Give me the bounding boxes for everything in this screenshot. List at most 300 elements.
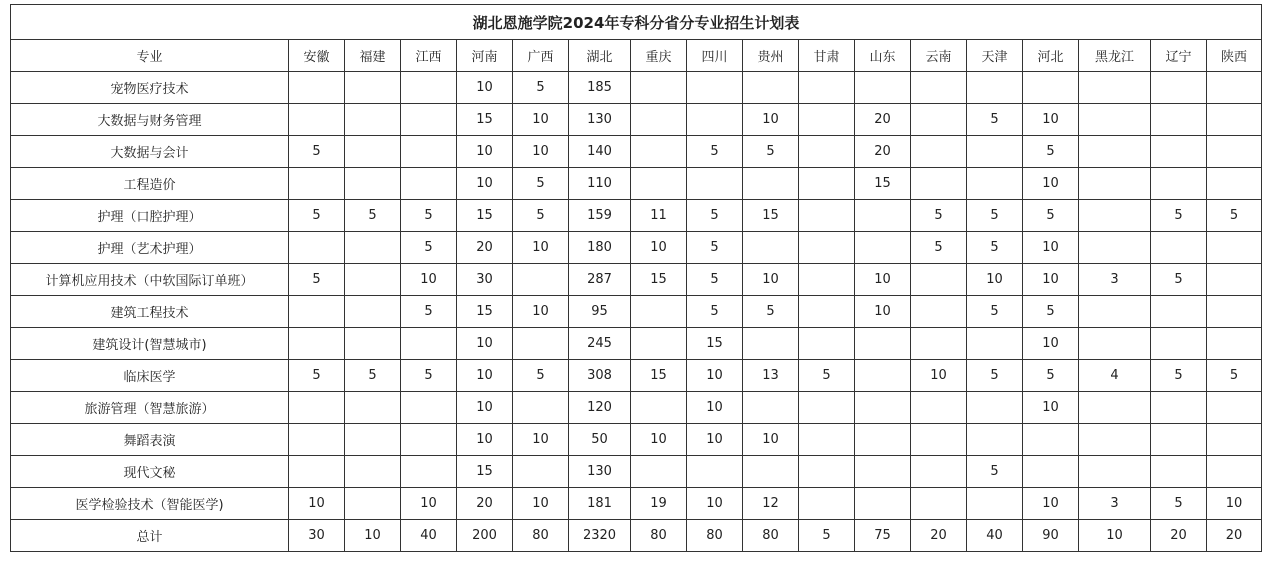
quota-cell: 15 — [457, 296, 513, 328]
quota-cell — [631, 136, 687, 168]
quota-cell — [855, 456, 911, 488]
quota-cell: 5 — [289, 264, 345, 296]
quota-cell — [289, 168, 345, 200]
quota-cell: 5 — [1207, 200, 1262, 232]
quota-cell — [289, 104, 345, 136]
quota-cell: 10 — [1023, 488, 1079, 520]
quota-cell: 5 — [687, 136, 743, 168]
major-name-cell: 大数据与会计 — [11, 136, 289, 168]
quota-cell — [1079, 328, 1151, 360]
quota-cell — [631, 456, 687, 488]
quota-cell: 10 — [911, 360, 967, 392]
quota-cell: 15 — [631, 360, 687, 392]
quota-cell — [1151, 296, 1207, 328]
quota-cell — [967, 328, 1023, 360]
quota-cell — [289, 296, 345, 328]
quota-cell — [1079, 456, 1151, 488]
quota-cell: 245 — [569, 328, 631, 360]
quota-cell: 15 — [855, 168, 911, 200]
quota-cell: 20 — [457, 488, 513, 520]
quota-cell: 5 — [967, 200, 1023, 232]
column-header-province: 陕西 — [1207, 40, 1262, 72]
quota-cell — [967, 424, 1023, 456]
quota-cell: 10 — [513, 488, 569, 520]
quota-cell — [911, 168, 967, 200]
quota-cell — [345, 392, 401, 424]
quota-cell: 5 — [1151, 360, 1207, 392]
table-row — [11, 264, 1262, 296]
quota-cell: 5 — [1023, 360, 1079, 392]
quota-cell — [401, 104, 457, 136]
quota-cell: 10 — [687, 360, 743, 392]
quota-cell — [743, 392, 799, 424]
quota-cell — [855, 392, 911, 424]
quota-cell — [1151, 424, 1207, 456]
table-row — [11, 488, 1262, 520]
quota-cell: 180 — [569, 232, 631, 264]
quota-cell — [799, 456, 855, 488]
quota-cell: 5 — [687, 232, 743, 264]
quota-cell: 10 — [1023, 392, 1079, 424]
table-row — [11, 168, 1262, 200]
quota-cell: 20 — [457, 232, 513, 264]
quota-cell: 30 — [457, 264, 513, 296]
quota-cell: 10 — [743, 264, 799, 296]
quota-cell — [911, 488, 967, 520]
enrollment-plan-table — [10, 4, 1262, 552]
table-row — [11, 104, 1262, 136]
table-row — [11, 328, 1262, 360]
total-row — [11, 520, 1262, 552]
quota-cell: 5 — [911, 232, 967, 264]
quota-cell: 5 — [401, 200, 457, 232]
quota-cell — [289, 392, 345, 424]
quota-cell: 10 — [289, 488, 345, 520]
major-name-cell: 医学检验技术（智能医学) — [11, 488, 289, 520]
quota-cell: 10 — [457, 72, 513, 104]
quota-cell: 5 — [967, 296, 1023, 328]
quota-cell: 5 — [1151, 488, 1207, 520]
quota-cell: 10 — [1023, 264, 1079, 296]
quota-cell: 75 — [855, 520, 911, 552]
quota-cell: 5 — [799, 520, 855, 552]
quota-cell — [631, 168, 687, 200]
column-header-province: 河北 — [1023, 40, 1079, 72]
quota-cell — [911, 328, 967, 360]
quota-cell: 10 — [967, 264, 1023, 296]
quota-cell: 5 — [401, 296, 457, 328]
quota-cell: 5 — [513, 360, 569, 392]
quota-cell: 5 — [967, 104, 1023, 136]
quota-cell: 5 — [289, 136, 345, 168]
quota-cell — [401, 328, 457, 360]
major-name-cell: 护理（口腔护理） — [11, 200, 289, 232]
column-header-province: 安徽 — [289, 40, 345, 72]
quota-cell — [687, 72, 743, 104]
quota-cell: 185 — [569, 72, 631, 104]
quota-cell — [513, 456, 569, 488]
quota-cell — [1207, 104, 1262, 136]
major-name-cell: 总计 — [11, 520, 289, 552]
table-row — [11, 456, 1262, 488]
column-header-province: 山东 — [855, 40, 911, 72]
quota-cell: 140 — [569, 136, 631, 168]
quota-cell — [967, 136, 1023, 168]
quota-cell — [1079, 72, 1151, 104]
quota-cell: 80 — [513, 520, 569, 552]
quota-cell: 10 — [513, 296, 569, 328]
table-row — [11, 360, 1262, 392]
quota-cell: 5 — [289, 200, 345, 232]
quota-cell — [401, 392, 457, 424]
column-header-province: 广西 — [513, 40, 569, 72]
quota-cell: 10 — [457, 136, 513, 168]
quota-cell: 80 — [687, 520, 743, 552]
quota-cell — [1151, 168, 1207, 200]
quota-cell: 130 — [569, 456, 631, 488]
quota-cell — [799, 488, 855, 520]
quota-cell — [911, 296, 967, 328]
quota-cell — [631, 296, 687, 328]
quota-cell — [631, 328, 687, 360]
table-row — [11, 424, 1262, 456]
column-header-province: 湖北 — [569, 40, 631, 72]
quota-cell: 4 — [1079, 360, 1151, 392]
quota-cell — [743, 232, 799, 264]
quota-cell — [855, 360, 911, 392]
quota-cell: 5 — [1023, 200, 1079, 232]
column-header-province: 甘肃 — [799, 40, 855, 72]
quota-cell: 5 — [401, 232, 457, 264]
quota-cell — [1079, 136, 1151, 168]
column-header-province: 四川 — [687, 40, 743, 72]
quota-cell — [345, 232, 401, 264]
quota-cell: 5 — [1151, 264, 1207, 296]
quota-cell — [855, 488, 911, 520]
quota-cell — [1151, 392, 1207, 424]
quota-cell — [799, 264, 855, 296]
quota-cell: 90 — [1023, 520, 1079, 552]
quota-cell: 10 — [687, 392, 743, 424]
quota-cell: 80 — [631, 520, 687, 552]
quota-cell — [799, 168, 855, 200]
quota-cell — [911, 104, 967, 136]
quota-cell — [1079, 296, 1151, 328]
quota-cell — [345, 296, 401, 328]
quota-cell: 159 — [569, 200, 631, 232]
quota-cell — [401, 168, 457, 200]
column-header-province: 河南 — [457, 40, 513, 72]
column-header-province: 云南 — [911, 40, 967, 72]
quota-cell — [799, 232, 855, 264]
major-name-cell: 宠物医疗技术 — [11, 72, 289, 104]
quota-cell — [1079, 392, 1151, 424]
column-header-province: 江西 — [401, 40, 457, 72]
quota-cell — [1023, 72, 1079, 104]
quota-cell — [345, 104, 401, 136]
quota-cell: 10 — [401, 264, 457, 296]
quota-cell — [1151, 456, 1207, 488]
quota-cell: 110 — [569, 168, 631, 200]
quota-cell: 10 — [457, 392, 513, 424]
quota-cell — [855, 424, 911, 456]
quota-cell — [289, 328, 345, 360]
column-header-province: 天津 — [967, 40, 1023, 72]
quota-cell: 40 — [401, 520, 457, 552]
quota-cell — [743, 328, 799, 360]
quota-cell: 10 — [631, 424, 687, 456]
quota-cell: 15 — [743, 200, 799, 232]
quota-cell: 10 — [457, 424, 513, 456]
quota-cell: 20 — [1151, 520, 1207, 552]
quota-cell — [911, 456, 967, 488]
quota-cell: 80 — [743, 520, 799, 552]
quota-cell: 10 — [855, 296, 911, 328]
quota-cell: 20 — [855, 136, 911, 168]
quota-cell: 15 — [631, 264, 687, 296]
quota-cell — [289, 424, 345, 456]
quota-cell — [855, 232, 911, 264]
major-name-cell: 大数据与财务管理 — [11, 104, 289, 136]
quota-cell — [799, 72, 855, 104]
quota-cell — [289, 232, 345, 264]
quota-cell: 5 — [1023, 136, 1079, 168]
major-name-cell: 护理（艺术护理） — [11, 232, 289, 264]
quota-cell — [401, 424, 457, 456]
quota-cell — [1079, 104, 1151, 136]
quota-cell: 10 — [1023, 328, 1079, 360]
quota-cell: 308 — [569, 360, 631, 392]
quota-cell — [743, 456, 799, 488]
quota-cell: 13 — [743, 360, 799, 392]
quota-cell: 30 — [289, 520, 345, 552]
quota-cell: 181 — [569, 488, 631, 520]
quota-cell: 20 — [1207, 520, 1262, 552]
quota-cell: 20 — [855, 104, 911, 136]
quota-cell: 11 — [631, 200, 687, 232]
table-row — [11, 136, 1262, 168]
quota-cell: 10 — [1023, 168, 1079, 200]
table-row — [11, 200, 1262, 232]
table-body — [11, 72, 1262, 552]
column-header-province: 福建 — [345, 40, 401, 72]
quota-cell: 130 — [569, 104, 631, 136]
quota-cell: 10 — [513, 232, 569, 264]
quota-cell — [855, 328, 911, 360]
quota-cell — [743, 168, 799, 200]
quota-cell: 10 — [457, 328, 513, 360]
quota-cell — [401, 72, 457, 104]
quota-cell — [855, 72, 911, 104]
quota-cell — [687, 104, 743, 136]
quota-cell — [1207, 136, 1262, 168]
column-header-province: 贵州 — [743, 40, 799, 72]
quota-cell: 15 — [687, 328, 743, 360]
quota-cell — [1079, 232, 1151, 264]
quota-cell: 20 — [911, 520, 967, 552]
quota-cell: 5 — [967, 232, 1023, 264]
quota-cell — [1207, 424, 1262, 456]
quota-cell — [513, 264, 569, 296]
quota-cell — [1207, 456, 1262, 488]
quota-cell — [967, 168, 1023, 200]
quota-cell: 5 — [401, 360, 457, 392]
quota-cell — [1207, 392, 1262, 424]
column-header-province: 辽宁 — [1151, 40, 1207, 72]
quota-cell: 2320 — [569, 520, 631, 552]
quota-cell: 5 — [743, 296, 799, 328]
quota-cell — [799, 328, 855, 360]
quota-cell: 10 — [513, 136, 569, 168]
major-name-cell: 临床医学 — [11, 360, 289, 392]
quota-cell: 10 — [457, 360, 513, 392]
quota-cell — [289, 72, 345, 104]
quota-cell: 5 — [513, 200, 569, 232]
enrollment-plan-table-wrapper — [10, 4, 1262, 552]
quota-cell — [687, 168, 743, 200]
column-header-province: 重庆 — [631, 40, 687, 72]
quota-cell — [1079, 200, 1151, 232]
quota-cell — [911, 72, 967, 104]
major-name-cell: 旅游管理（智慧旅游） — [11, 392, 289, 424]
quota-cell: 5 — [799, 360, 855, 392]
quota-cell — [631, 72, 687, 104]
quota-cell — [799, 296, 855, 328]
quota-cell — [855, 200, 911, 232]
table-row — [11, 296, 1262, 328]
quota-cell: 10 — [743, 104, 799, 136]
quota-cell: 10 — [457, 168, 513, 200]
quota-cell — [799, 200, 855, 232]
quota-cell: 5 — [513, 168, 569, 200]
quota-cell — [911, 424, 967, 456]
table-row — [11, 72, 1262, 104]
quota-cell — [799, 104, 855, 136]
quota-cell — [345, 168, 401, 200]
quota-cell — [513, 392, 569, 424]
quota-cell — [513, 328, 569, 360]
column-header-province: 黑龙江 — [1079, 40, 1151, 72]
quota-cell — [911, 392, 967, 424]
quota-cell — [1207, 264, 1262, 296]
table-title: 湖北恩施学院2024年专科分省分专业招生计划表 — [11, 5, 1262, 40]
quota-cell — [1151, 104, 1207, 136]
quota-cell: 12 — [743, 488, 799, 520]
quota-cell — [345, 456, 401, 488]
quota-cell: 10 — [401, 488, 457, 520]
quota-cell — [1151, 328, 1207, 360]
quota-cell: 3 — [1079, 264, 1151, 296]
quota-cell — [289, 456, 345, 488]
quota-cell: 10 — [743, 424, 799, 456]
quota-cell: 10 — [687, 424, 743, 456]
quota-cell: 15 — [457, 200, 513, 232]
quota-cell: 287 — [569, 264, 631, 296]
major-name-cell: 舞蹈表演 — [11, 424, 289, 456]
quota-cell — [345, 72, 401, 104]
quota-cell: 5 — [345, 200, 401, 232]
quota-cell: 120 — [569, 392, 631, 424]
quota-cell: 10 — [1023, 104, 1079, 136]
major-name-cell: 现代文秘 — [11, 456, 289, 488]
quota-cell — [631, 104, 687, 136]
quota-cell: 10 — [513, 424, 569, 456]
quota-cell: 10 — [1023, 232, 1079, 264]
quota-cell — [345, 328, 401, 360]
quota-cell — [1023, 424, 1079, 456]
quota-cell: 5 — [687, 264, 743, 296]
quota-cell: 15 — [457, 104, 513, 136]
quota-cell — [911, 136, 967, 168]
quota-cell: 5 — [513, 72, 569, 104]
quota-cell: 5 — [967, 360, 1023, 392]
quota-cell — [345, 136, 401, 168]
major-name-cell: 建筑设计(智慧城市) — [11, 328, 289, 360]
major-name-cell: 计算机应用技术（中软国际订单班） — [11, 264, 289, 296]
quota-cell: 5 — [1151, 200, 1207, 232]
quota-cell: 5 — [345, 360, 401, 392]
quota-cell: 10 — [1079, 520, 1151, 552]
quota-cell — [345, 488, 401, 520]
quota-cell — [1079, 168, 1151, 200]
quota-cell — [911, 264, 967, 296]
quota-cell — [1151, 72, 1207, 104]
quota-cell: 5 — [289, 360, 345, 392]
quota-cell — [1207, 168, 1262, 200]
quota-cell: 40 — [967, 520, 1023, 552]
quota-cell — [1207, 328, 1262, 360]
quota-cell — [743, 72, 799, 104]
quota-cell: 5 — [743, 136, 799, 168]
quota-cell: 50 — [569, 424, 631, 456]
major-name-cell: 建筑工程技术 — [11, 296, 289, 328]
quota-cell — [799, 424, 855, 456]
quota-cell: 5 — [687, 296, 743, 328]
quota-cell: 95 — [569, 296, 631, 328]
quota-cell: 5 — [687, 200, 743, 232]
quota-cell — [967, 392, 1023, 424]
quota-cell — [1207, 232, 1262, 264]
quota-cell — [1207, 72, 1262, 104]
column-header-major: 专业 — [11, 40, 289, 72]
quota-cell: 5 — [1023, 296, 1079, 328]
quota-cell — [1151, 136, 1207, 168]
quota-cell — [799, 392, 855, 424]
quota-cell — [967, 488, 1023, 520]
quota-cell: 10 — [513, 104, 569, 136]
quota-cell: 10 — [345, 520, 401, 552]
table-row — [11, 392, 1262, 424]
quota-cell — [345, 264, 401, 296]
quota-cell — [631, 392, 687, 424]
table-row — [11, 232, 1262, 264]
quota-cell: 3 — [1079, 488, 1151, 520]
quota-cell — [1079, 424, 1151, 456]
quota-cell: 15 — [457, 456, 513, 488]
quota-cell — [401, 136, 457, 168]
quota-cell: 19 — [631, 488, 687, 520]
quota-cell — [345, 424, 401, 456]
quota-cell: 10 — [1207, 488, 1262, 520]
major-name-cell: 工程造价 — [11, 168, 289, 200]
quota-cell — [687, 456, 743, 488]
quota-cell: 10 — [855, 264, 911, 296]
quota-cell — [799, 136, 855, 168]
quota-cell — [967, 72, 1023, 104]
quota-cell: 5 — [967, 456, 1023, 488]
quota-cell: 10 — [687, 488, 743, 520]
quota-cell: 5 — [1207, 360, 1262, 392]
